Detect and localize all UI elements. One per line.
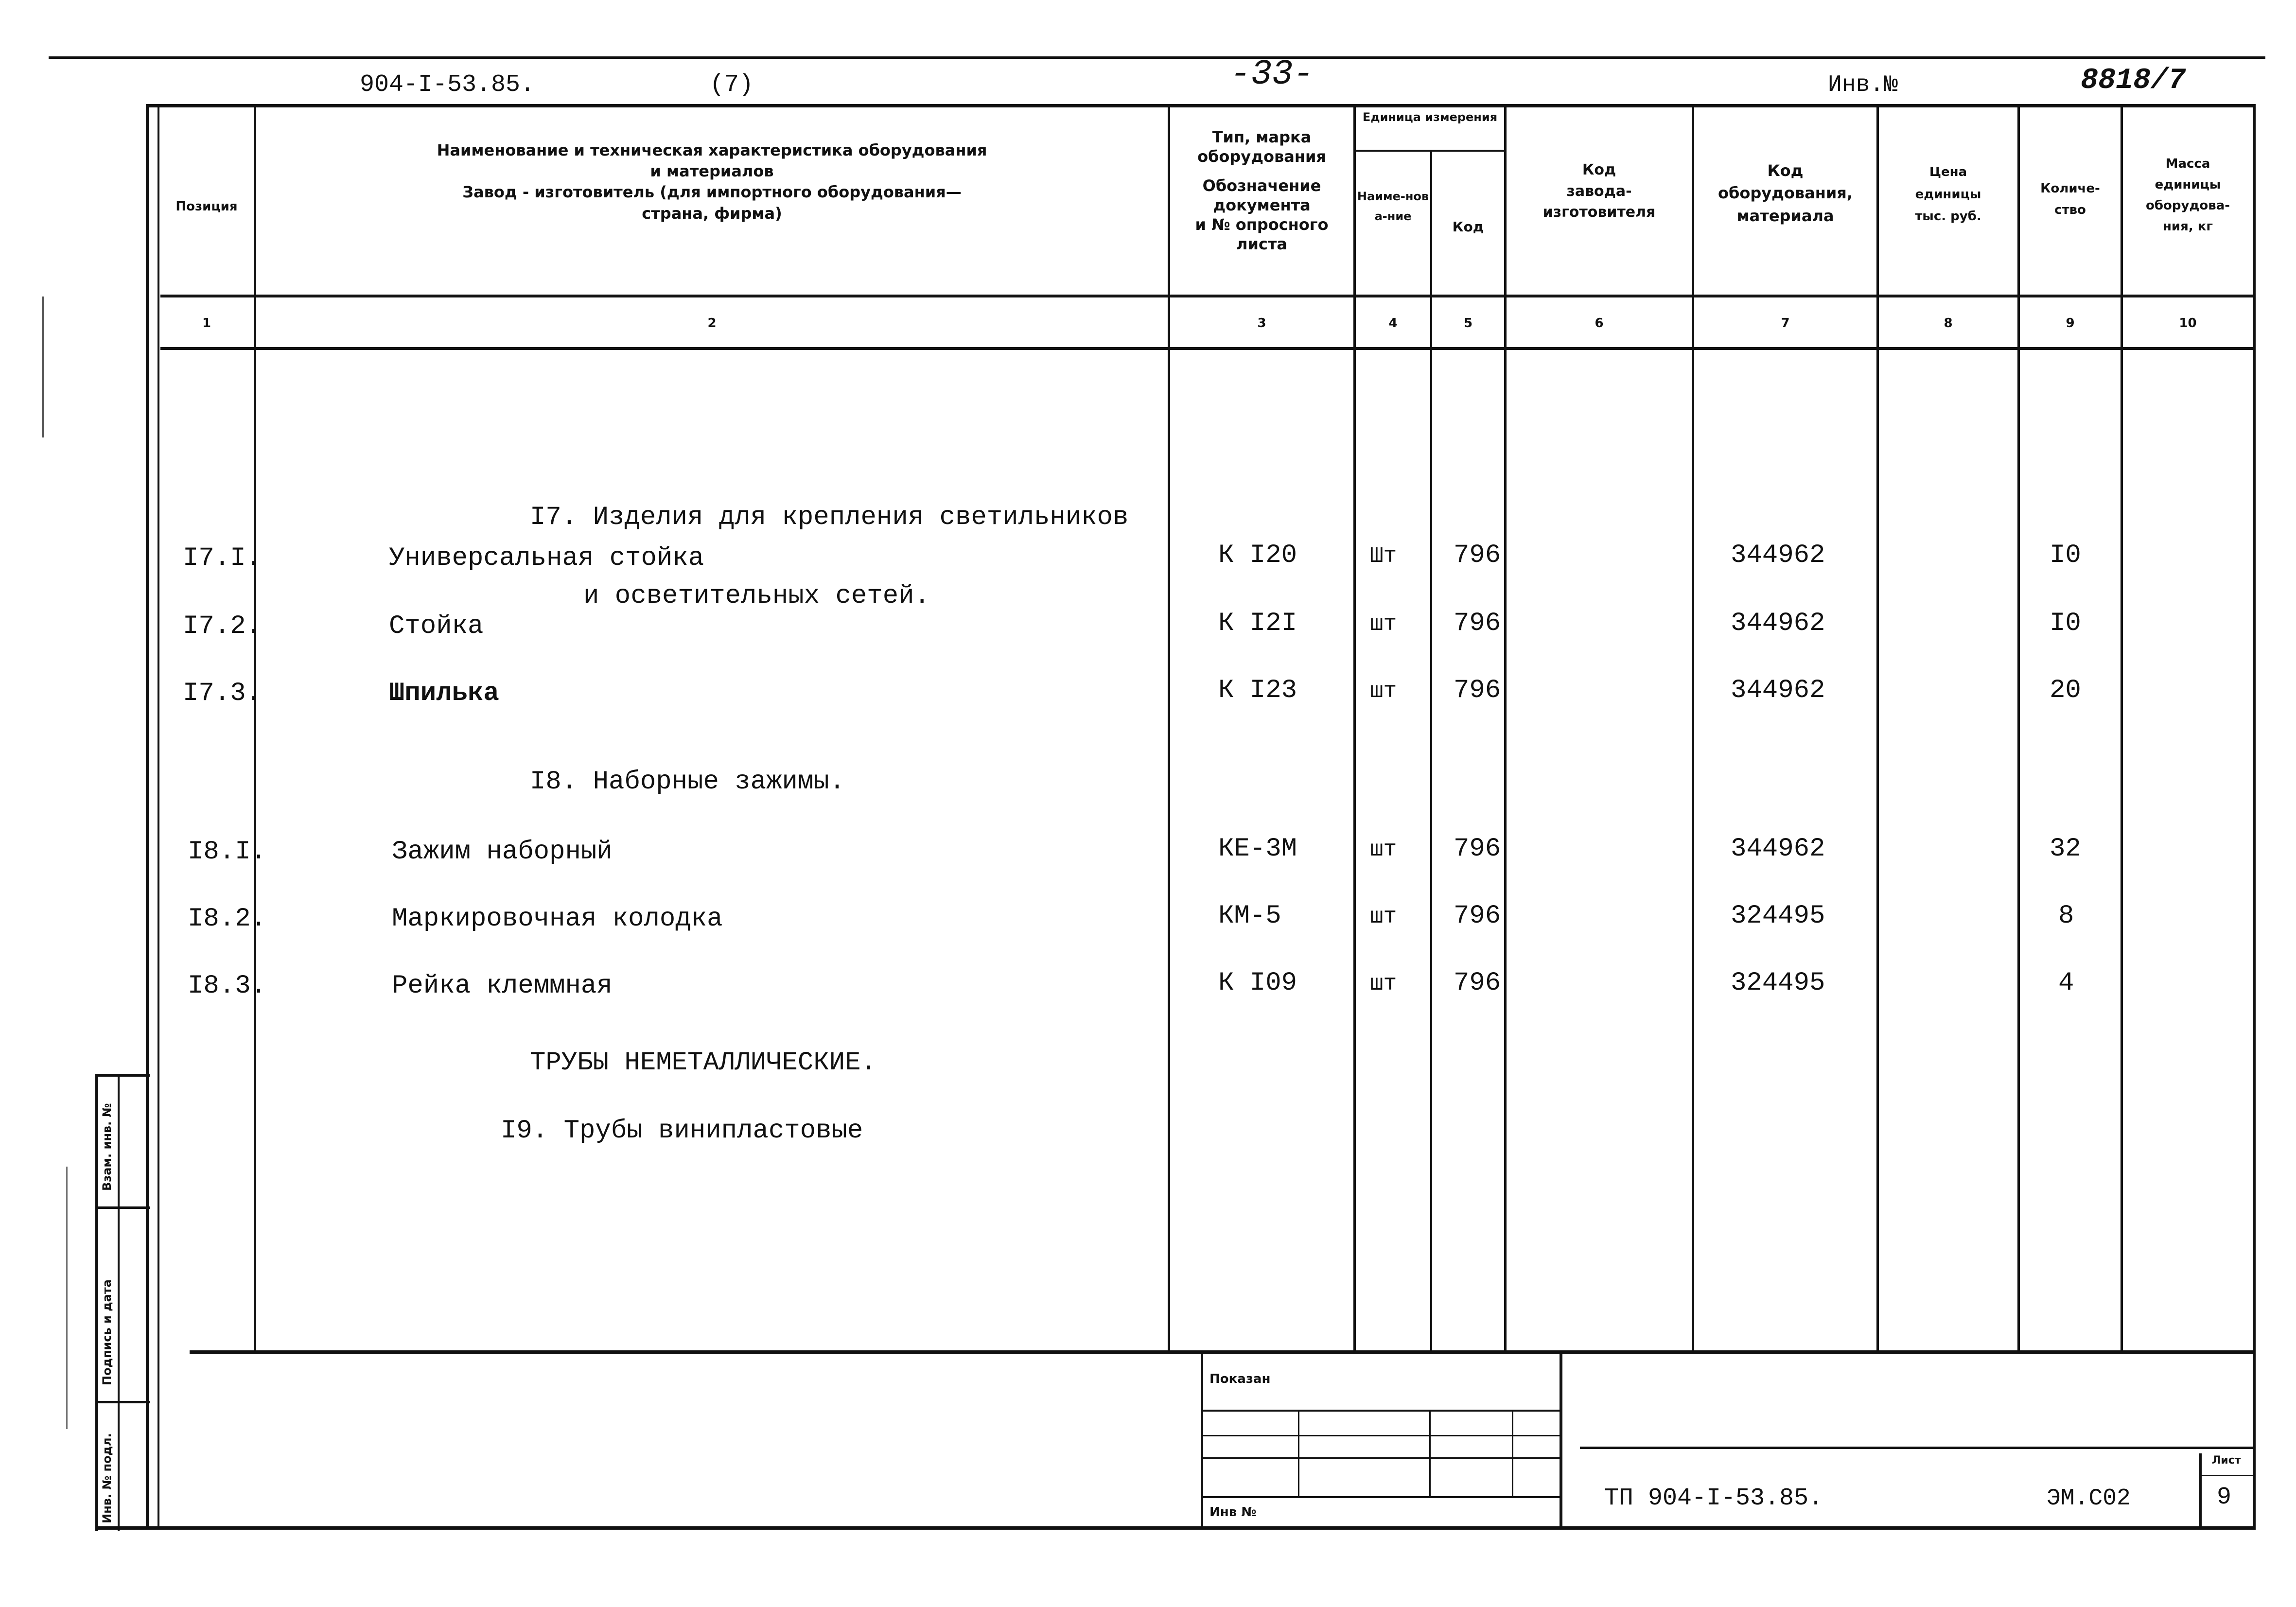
col-sep-3: [1353, 104, 1356, 1353]
row-position: I8.I.: [188, 837, 267, 867]
row-qty: I0: [2050, 609, 2081, 638]
row-type: КЕ-3М: [1218, 834, 1297, 864]
side-mid: [118, 1074, 120, 1531]
row-equip-code: 324495: [1731, 901, 1825, 931]
section-19-title: I9. Трубы винипластовые: [501, 1116, 863, 1146]
row-equip-code: 344962: [1731, 834, 1825, 864]
stamp-rule-3: [1201, 1457, 1562, 1459]
row-equip-code: 344962: [1731, 541, 1825, 570]
row-unit-code: 796: [1454, 541, 1501, 570]
top-rule: [49, 56, 2265, 59]
stamp-main-rule: [1580, 1447, 2256, 1449]
stamp-inv-label: Инв №: [1209, 1505, 1257, 1520]
row-position: I8.3.: [188, 971, 267, 1001]
row-name: Стойка: [389, 611, 484, 641]
header-bottom-border: [160, 295, 2256, 297]
header-position: Позиция: [175, 199, 238, 214]
row-position: I7.3.: [183, 679, 262, 708]
header-name: Наименование и техническая характеристика оборудования и материалов Завод - изготовитель (для импортного оборудования— страна, фирма): [437, 141, 987, 223]
scan-mark-1: [42, 297, 44, 437]
row-name: Шпилька: [389, 679, 499, 708]
stamp-shown-block: [1201, 1352, 1562, 1526]
row-equip-code: 324495: [1731, 968, 1825, 998]
row-qty: 8: [2058, 901, 2074, 931]
row-unit: шт: [1370, 679, 1397, 704]
section-17-title: I7. Изделия для крепления светильников и осветительных сетей.: [530, 503, 1129, 611]
stamp-vsep-1: [1298, 1410, 1299, 1496]
row-unit: шт: [1370, 904, 1397, 929]
row-type: КМ-5: [1218, 901, 1281, 931]
colnum-1: 1: [202, 316, 211, 331]
right-border: [2253, 104, 2256, 1528]
stamp-vsep-3: [1512, 1410, 1513, 1496]
row-type: К I23: [1218, 676, 1297, 705]
row-name: Рейка клеммная: [392, 971, 613, 1001]
side-inv-orig: Инв. № подл.: [100, 1433, 114, 1523]
row-qty: 20: [2050, 676, 2081, 705]
row-unit-code: 796: [1454, 609, 1501, 638]
side-rule-1: [95, 1206, 150, 1209]
row-qty: 4: [2058, 968, 2074, 998]
header-unit-code: Код: [1452, 219, 1484, 235]
stamp-shown-label: Показан: [1209, 1372, 1271, 1386]
stamp-rule-2: [1201, 1435, 1562, 1436]
side-top: [95, 1074, 150, 1077]
colnum-2: 2: [707, 316, 717, 331]
sheet-bottom-border: [97, 1526, 2256, 1530]
col-sep-2: [1168, 104, 1170, 1353]
colnum-10: 10: [2179, 316, 2197, 331]
side-replace-inv: Взам. инв. №: [100, 1103, 114, 1191]
colnum-7: 7: [1781, 316, 1790, 331]
row-equip-code: 344962: [1731, 676, 1825, 705]
colnum-bottom-border: [160, 347, 2256, 350]
row-type: К I09: [1218, 968, 1297, 998]
col-sep-7: [1876, 104, 1879, 1353]
sheet-ref: (7): [710, 71, 754, 99]
row-qty: 32: [2050, 834, 2081, 864]
stamp-right: [1560, 1352, 1562, 1526]
stamp-sheet-number: 9: [2217, 1484, 2232, 1511]
row-type: К I20: [1218, 541, 1297, 570]
header-type: Тип, марка оборудования Обозначение документа и № опросного листа: [1195, 128, 1329, 253]
side-rule-2: [95, 1401, 150, 1403]
section-18-title: I8. Наборные зажимы.: [530, 767, 845, 797]
header-unit-name: Наиме-нова-ние: [1357, 190, 1429, 223]
row-unit-code: 796: [1454, 676, 1501, 705]
col-sep-1: [254, 104, 256, 1353]
row-qty: I0: [2050, 541, 2081, 570]
col-sep-6: [1692, 104, 1694, 1353]
table-top-border: [146, 104, 2256, 107]
stamp-sheet-code: ЭМ.С02: [2047, 1485, 2131, 1512]
colnum-3: 3: [1257, 316, 1266, 331]
col-sep-9: [2121, 104, 2123, 1353]
header-unit-group: Единица измерения: [1362, 110, 1498, 124]
stamp-sheet-label: Лист: [2212, 1454, 2241, 1467]
row-unit-code: 796: [1454, 901, 1501, 931]
inv-label: Инв.№: [1828, 72, 1898, 98]
stamp-rule-4: [1201, 1496, 1562, 1498]
header-price: Цена единицы тыс. руб.: [1915, 165, 1981, 224]
row-name: Маркировочная колодка: [392, 904, 723, 934]
colnum-4: 4: [1388, 316, 1398, 331]
col-sep-4: [1430, 151, 1432, 1353]
stamp-vsep-2: [1429, 1410, 1431, 1496]
scan-mark-2: [66, 1167, 68, 1429]
inv-number: 8818/7: [2081, 64, 2186, 97]
colnum-9: 9: [2066, 316, 2075, 331]
side-strip: [95, 1074, 150, 1531]
row-unit-code: 796: [1454, 968, 1501, 998]
row-type: К I2I: [1218, 609, 1297, 638]
row-name: Универсальная стойка: [389, 543, 704, 573]
colnum-5: 5: [1463, 316, 1473, 331]
stamp-rule-1: [1201, 1410, 1562, 1412]
header-qty: Количе- ство: [2040, 181, 2100, 218]
col-sep-8: [2017, 104, 2020, 1353]
row-name: Зажим наборный: [392, 837, 613, 867]
stamp-tp-code: ТП 904-I-53.85.: [1604, 1485, 1823, 1512]
unit-group-rule: [1353, 150, 1506, 152]
row-unit: Шт: [1370, 543, 1397, 569]
stamp-sheet-rule: [2199, 1475, 2256, 1476]
row-unit: шт: [1370, 611, 1397, 637]
col-sep-5: [1504, 104, 1507, 1353]
side-sign-date: Подпись и дата: [100, 1279, 114, 1385]
colnum-6: 6: [1595, 316, 1604, 331]
stamp-sheet-sep: [2199, 1453, 2202, 1526]
page-number: -33-: [1230, 54, 1314, 94]
side-outer: [95, 1074, 98, 1531]
row-unit-code: 796: [1454, 834, 1501, 864]
header-mass: Масса единицы оборудова- ния, кг: [2145, 157, 2230, 234]
row-unit: шт: [1370, 837, 1397, 862]
doc-code-top: 904-I-53.85.: [360, 71, 535, 99]
header-maker-code: Код завода- изготовителя: [1542, 161, 1656, 221]
row-equip-code: 344962: [1731, 609, 1825, 638]
header-equip-code: Код оборудования, материала: [1718, 161, 1853, 225]
row-position: I7.I.: [183, 543, 262, 573]
row-position: I8.2.: [188, 904, 267, 934]
pipes-heading: ТРУБЫ НЕМЕТАЛЛИЧЕСКИЕ.: [530, 1048, 876, 1078]
row-unit: шт: [1370, 971, 1397, 996]
colnum-8: 8: [1944, 316, 1953, 331]
stamp-left: [1201, 1352, 1203, 1526]
row-position: I7.2.: [183, 611, 262, 641]
